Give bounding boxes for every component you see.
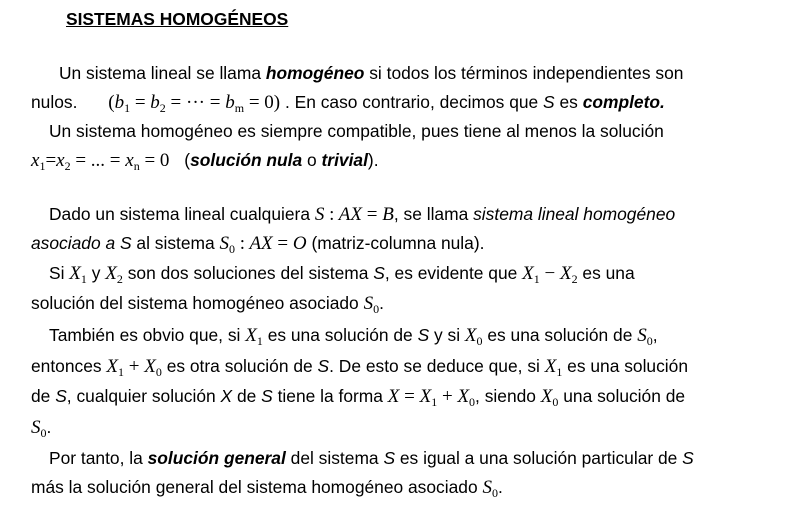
text: al sistema xyxy=(131,233,220,253)
term-solucion-general: solución general xyxy=(147,448,286,468)
math-x1-plus-x0: $X_1 + X_0$ xyxy=(106,356,162,379)
p1-line1 xyxy=(59,58,683,88)
var-s: S xyxy=(55,386,67,406)
math-x1: $X_1$ xyxy=(544,356,563,379)
text: . xyxy=(46,417,52,437)
p6-line2 xyxy=(31,472,503,503)
math-s0: $S_0$ xyxy=(482,477,498,500)
var-s: S xyxy=(261,386,273,406)
var-s: S xyxy=(317,356,330,376)
text: entonces xyxy=(31,356,107,376)
var-s: S xyxy=(373,263,385,283)
term-homogeneo: homogéneo xyxy=(265,63,365,83)
p6-line1 xyxy=(49,443,694,473)
term-completo: completo. xyxy=(582,92,665,112)
text: si todos los términos independientes son xyxy=(364,63,684,83)
text: o xyxy=(302,150,322,170)
p5-line4 xyxy=(31,412,51,443)
p5-line1 xyxy=(49,320,658,351)
text: ( xyxy=(184,150,191,170)
text: Si xyxy=(49,263,70,283)
p3-line2 xyxy=(31,228,484,259)
text: . En caso contrario, decimos que xyxy=(284,92,544,112)
math-x0: $X_0$ xyxy=(540,386,559,409)
var-s: S xyxy=(383,448,396,468)
math-system-s0: $S_0$ : AX = O xyxy=(219,233,307,256)
text: , se llama xyxy=(393,204,474,224)
term-sistema-asociado: sistema lineal homogéneo xyxy=(473,204,676,224)
math-x2: $X_2$ xyxy=(105,263,123,286)
math-trivial: $x_1=x_2$ = ... = $x_n = 0$ xyxy=(31,150,170,173)
text: tiene la forma xyxy=(272,386,388,406)
term-solucion-nula: solución nula xyxy=(190,150,303,170)
math-s0: $S_0$ xyxy=(31,417,47,440)
text: es una solución de xyxy=(482,325,638,345)
p2-line2 xyxy=(31,145,379,176)
math-x0: $X_0$ xyxy=(464,325,483,348)
p4-line2 xyxy=(31,288,384,319)
var-s: S xyxy=(417,325,430,345)
term-asociado-s: asociado a S xyxy=(31,233,132,253)
text: es xyxy=(554,92,583,112)
text: . De esto se deduce que, si xyxy=(329,356,545,376)
math-general-form: $X = X_1 + X_0$ xyxy=(387,386,476,409)
math-s0: $S_0$ xyxy=(637,325,653,348)
math-x1-minus-x2: $X_1 - X_2$ xyxy=(522,263,578,286)
p5-line3 xyxy=(31,381,685,412)
text: y si xyxy=(429,325,465,345)
text: . xyxy=(379,293,384,313)
math-s0: $S_0$ xyxy=(363,293,380,316)
text: una solución de xyxy=(558,386,686,406)
math-x1: $X_1$ xyxy=(69,263,87,286)
text: nulos. xyxy=(31,92,78,112)
math-system-s: S : AX = B xyxy=(314,204,394,225)
text: es una xyxy=(577,263,635,283)
text: Por tanto, la xyxy=(49,448,148,468)
p2-line1 xyxy=(49,116,664,146)
text: , siendo xyxy=(475,386,541,406)
text: (matriz-columna nula). xyxy=(306,233,485,253)
text: es igual a una solución particular de xyxy=(395,448,683,468)
p3-line1 xyxy=(49,199,675,230)
p5-line2 xyxy=(31,351,688,382)
text: . xyxy=(497,477,503,497)
page-title: SISTEMAS HOMOGÉNEOS xyxy=(66,9,289,29)
text: es una solución xyxy=(562,356,689,376)
math-x1: $X_1$ xyxy=(245,325,263,348)
text: de xyxy=(232,386,262,406)
var-s: S xyxy=(543,92,555,112)
text: , xyxy=(652,325,658,345)
p1-line2 xyxy=(31,87,665,118)
math-b-zero: ($b_1 = b_2$ = ··· = $b_m = 0$) xyxy=(108,92,281,115)
term-trivial: trivial xyxy=(321,150,368,170)
text: del sistema xyxy=(285,448,384,468)
text: y xyxy=(86,263,106,283)
text: Un sistema lineal se llama xyxy=(59,63,266,83)
text: es otra solución de xyxy=(161,356,318,376)
text: , es evidente que xyxy=(384,263,523,283)
text: de xyxy=(31,386,56,406)
text: Un sistema homogéneo es siempre compatible, pues tiene al menos la solución xyxy=(49,121,664,141)
var-s: S xyxy=(682,448,694,468)
text: es una solución de xyxy=(262,325,418,345)
text: También es obvio que, si xyxy=(49,325,246,345)
text: son dos soluciones del sistema xyxy=(122,263,374,283)
text: Dado un sistema lineal cualquiera xyxy=(49,204,315,224)
text: más la solución general del sistema homogéneo asociado xyxy=(31,477,483,497)
text: , cualquier solución xyxy=(66,386,221,406)
text: solución del sistema homogéneo asociado xyxy=(31,293,364,313)
text: ). xyxy=(367,150,379,170)
p4-line1 xyxy=(49,258,635,289)
var-x: X xyxy=(220,386,233,406)
